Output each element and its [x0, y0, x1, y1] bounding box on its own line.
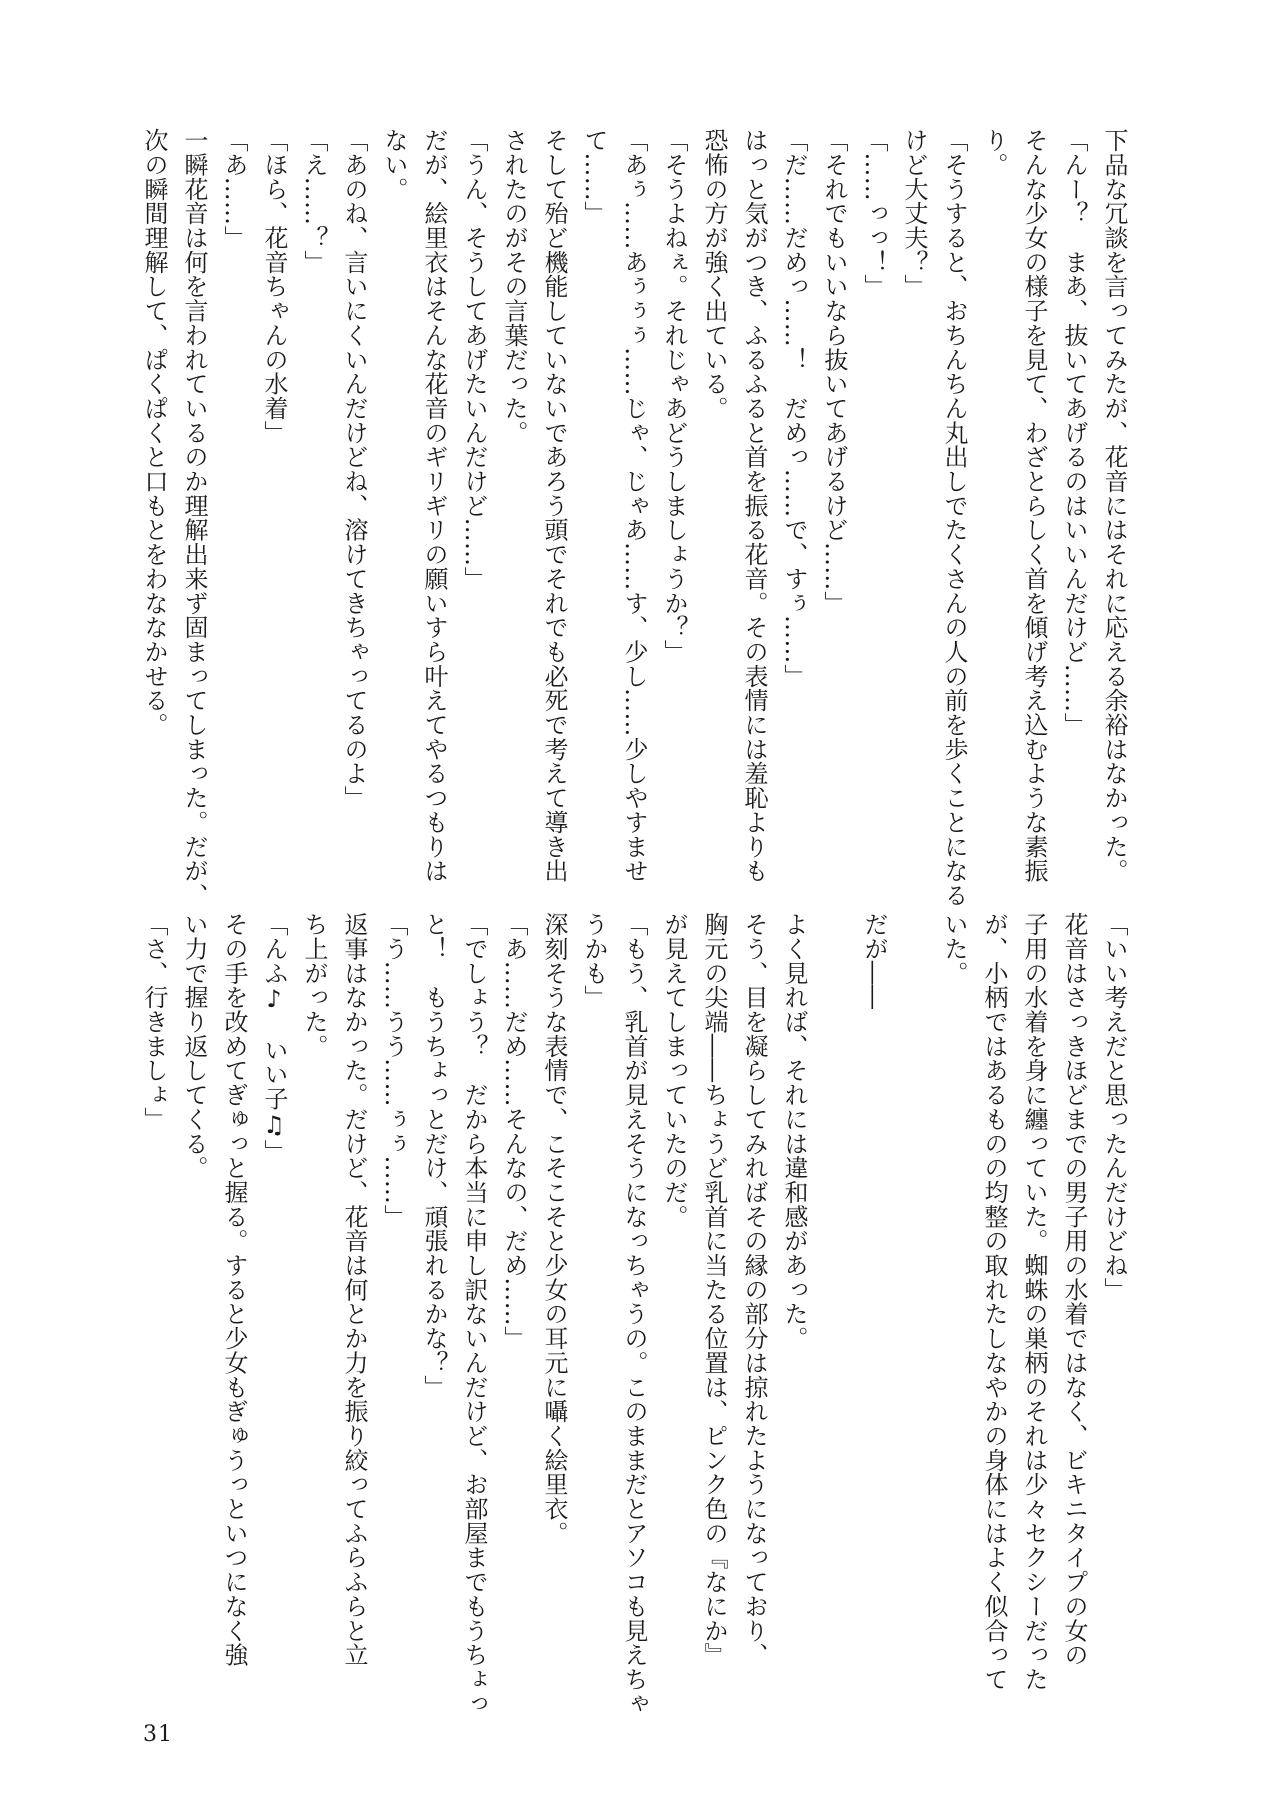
- text-line: 「……っっ！」: [860, 128, 888, 299]
- text-line: 「でしょう？ だから本当に申し訳ないんだけど、お部屋までもうちょっ: [460, 912, 488, 1716]
- text-line: 「いい考えだと思ったんだけどね」: [1100, 912, 1128, 1302]
- text-line: うかも」: [580, 912, 608, 1010]
- text-line: と！ もうちょっとだけ、頑張れるかな？」: [420, 912, 448, 1399]
- text-line: 「そうすると、おちんちん丸出しでたくさんの人の前を歩くことになる: [940, 128, 968, 908]
- text-line: はっと気がつき、ふるふると首を振る花音。その表情には羞恥よりも: [740, 128, 768, 883]
- text-line: 恐怖の方が強く出ている。: [700, 128, 728, 421]
- text-line: い力で握り返してくる。: [180, 912, 208, 1180]
- text-line: 深刻そうな表情で、こそこそと少女の耳元に囁く絵里衣。: [540, 912, 568, 1546]
- text-line: 「あ……」: [220, 128, 248, 250]
- blank-line: [814, 912, 854, 1632]
- text-line: 子用の水着を身に纏っていた。蜘蛛の巣柄のそれは少々セクシーだった: [1020, 912, 1048, 1692]
- text-line: ない。: [380, 128, 408, 202]
- text-line: 「うん、そうしてあげたいんだけど……」: [460, 128, 488, 591]
- text-line: 「え……？」: [300, 128, 328, 275]
- text-line: 「う……うう……ぅぅ……」: [380, 912, 408, 1229]
- text-line: よく見れば、それには違和感があった。: [780, 912, 808, 1351]
- text-line: そして殆ど機能していないであろう頭でそれでも必死で考えて導き出: [540, 128, 568, 883]
- text-line: 「あのね、言いにくいんだけどね、溶けてきちゃってるのよ」: [340, 128, 368, 810]
- text-line: 「そうよねぇ。それじゃあどうしましょうか？」: [660, 128, 688, 664]
- text-line: そんな少女の様子を見て、わざとらしく首を傾げ考え込むような素振: [1020, 128, 1048, 883]
- text-line: その手を改めてぎゅっと握る。すると少女もぎゅうっといつになく強: [220, 912, 248, 1667]
- blank-line: [894, 912, 934, 1632]
- text-line: だが――: [860, 912, 888, 1010]
- text-line: 一瞬花音は何を言われているのか理解出来ず固まってしまった。だが、: [180, 128, 208, 908]
- text-line: 「さ、行きましょ」: [140, 912, 168, 1132]
- text-line: 下品な冗談を言ってみたが、花音にはそれに応える余裕はなかった。: [1100, 128, 1128, 883]
- text-line: いた。: [940, 912, 968, 986]
- text-line: て……」: [580, 128, 608, 226]
- text-line: されたのがその言葉だった。: [500, 128, 528, 445]
- text-line: 「もう、乳首が見えそうになっちゃうの。このままだとアソコも見えちゃ: [620, 912, 648, 1716]
- page-number: 31: [143, 1722, 173, 1747]
- text-line: 返事はなかった。だけど、花音は何とか力を振り絞ってふらふらと立: [340, 912, 368, 1667]
- text-line: 「んふ♪ いい子♫」: [260, 912, 288, 1164]
- text-line: ち上がった。: [300, 912, 328, 1059]
- text-line: が見えてしまっていたのだ。: [660, 912, 688, 1229]
- text-line: 「あ……だめ……そんなの、だめ……」: [500, 912, 528, 1351]
- text-line: 「だ……だめっ……！ だめっ……で、すぅ……」: [780, 128, 808, 689]
- text-line: 胸元の尖端――ちょうど乳首に当たる位置は、ピンク色の『なにか』: [700, 912, 728, 1667]
- text-line: 花音はさっきほどまでの男子用の水着ではなく、ビキニタイプの女の: [1060, 912, 1088, 1667]
- text-line: 「あぅ……あぅぅぅ……じゃ、じゃあ……す、少し……少しやすませ: [620, 128, 648, 883]
- text-line: そう、目を凝らしてみればその縁の部分は掠れたようになっており、: [740, 912, 768, 1667]
- text-line: り。: [980, 128, 1008, 177]
- text-block-top: [134, 128, 1134, 908]
- text-line: けど大丈夫？」: [900, 128, 928, 299]
- text-line: が、小柄ではあるものの均整の取れたしなやかの身体にはよく似合って: [980, 912, 1008, 1692]
- text-line: 「んー？ まあ、抜いてあげるのはいいんだけど……」: [1060, 128, 1088, 737]
- text-line: だが、絵里衣はそんな花音のギリギリの願いすら叶えてやるつもりは: [420, 128, 448, 883]
- text-block-bottom: [134, 912, 1134, 1716]
- text-line: 次の瞬間理解して、ぱくぱくと口もとをわななかせる。: [140, 128, 168, 737]
- text-line: 「それでもいいなら抜いてあげるけど……」: [820, 128, 848, 615]
- text-line: 「ほら、花音ちゃんの水着」: [260, 128, 288, 445]
